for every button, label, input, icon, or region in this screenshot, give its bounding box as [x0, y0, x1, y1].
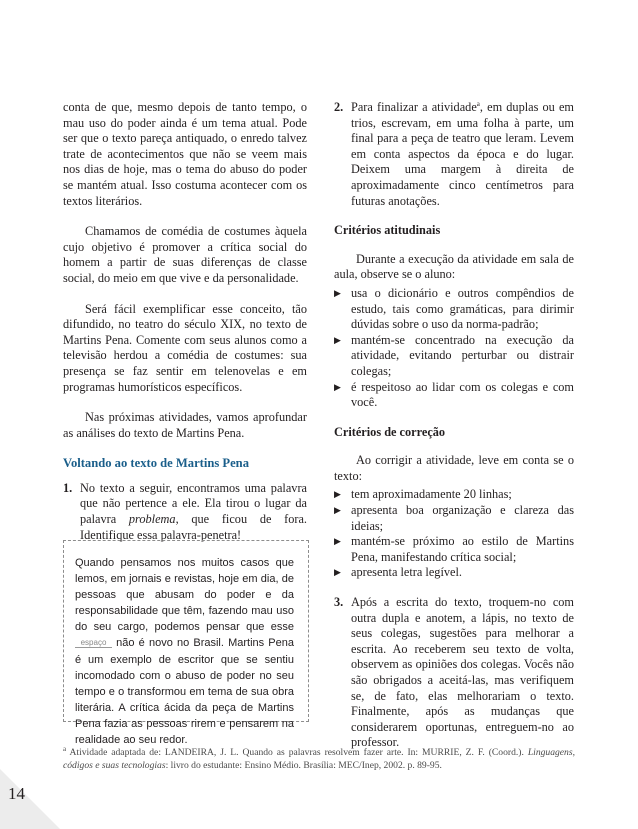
item-number: 2.	[334, 100, 344, 114]
list-item: ▶ mantém-se próximo ao estilo de Martins Pena, manifestando crítica social;	[334, 534, 574, 564]
item-text: No texto a seguir, encontramos uma palavra que não pertence a ele. Ela tirou o lugar da palavra problema, que ficou de fora. Identifique essa palavra-penetra!	[80, 480, 308, 542]
right-column	[334, 100, 574, 751]
activity-item-1	[63, 481, 307, 543]
attitudinal-criteria-title: Critérios atitudinais	[334, 223, 441, 238]
triangle-bullet-icon: ▶	[334, 536, 341, 547]
footnote-ref: a	[476, 99, 480, 108]
paragraph-3: Será fácil exemplificar esse conceito, tão difundido, no teatro do século XIX, no texto de Martins Pena. Comente com seus alunos como a televisão herdou a comédia de costumes: sua presença se faz sentir em telenovelas e em programas humorísticos específicos.	[63, 301, 307, 394]
text-excerpt-box: Quando pensamos nos muitos casos que lemos, em jornais e revistas, hoje em dia, de pessoas que abusam do poder e da responsabilidade que têm, fazendo mau uso do seu cargo, podemos pensar que esse espaço não é novo no Brasil. Martins Pena é um exemplo de escritor que se sentiu incomodado com o abuso de poder no seu tempo e o transformou em tema de sua obra literária. A crítica ácida da peça de Martins Pena fazia as pessoas rirem e pensarem na realidade ao seu redor.	[63, 540, 309, 722]
footnote: $^a$ Atividade adaptada de: LANDEIRA, J. L. Quando as palavras resolvem fazer arte. In: MURRIE, Z. F. (Coord.). Linguagens, códigos e suas tecnologias: livro do estudante: Ensino Médio. Brasília: MEC/Inep, 2002. p. 89-95.	[63, 744, 575, 771]
left-column	[63, 100, 307, 543]
triangle-bullet-icon: ▶	[334, 489, 341, 500]
triangle-bullet-icon: ▶	[334, 334, 341, 345]
footnote-marker: a	[63, 744, 67, 753]
list-item: ▶ tem aproximadamente 20 linhas;	[334, 487, 512, 502]
list-item: ▶ mantém-se concentrado na execução da atividade, evitando perturbar ou distrair colegas;	[334, 332, 574, 378]
paragraph-1: conta de que, mesmo depois de tanto tempo, o mau uso do poder ainda é um tema atual. Pode ser que o texto pareça antiquado, o enredo talvez trate de acontecimentos que não se veem mais nos dias de hoje, mas o tema do abuso do poder se mantém atual. Isso costuma acontecer com os textos literários.	[63, 100, 307, 208]
activity-item-3	[334, 595, 574, 751]
triangle-bullet-icon: ▶	[334, 287, 341, 298]
correction-intro: Ao corrigir a atividade, leve em conta se o texto:	[334, 453, 574, 483]
triangle-bullet-icon: ▶	[334, 381, 341, 392]
item-number: 3.	[334, 595, 344, 610]
emphasis-word: problema	[128, 512, 176, 527]
blank-space: espaço	[75, 638, 112, 648]
item-text: Para finalizar a atividade$^a$, em duplas ou em trios, escrevam, em uma folha à parte, um final para a peça de teatro que leram. Levem em conta aspectos da época e do lugar. Deixem uma margem à direita de aproximadamente cinco centímetros para futuras anotações.	[351, 99, 574, 208]
attitudinal-list	[334, 286, 574, 411]
list-item: ▶ apresenta boa organização e clareza das ideias;	[334, 503, 574, 533]
correction-list	[334, 487, 574, 581]
attitudinal-intro: Durante a execução da atividade em sala de aula, observe se o aluno:	[334, 251, 574, 282]
item-text: Após a escrita do texto, troquem-no com outra dupla e anotem, a lápis, no texto de seus colegas, sugestões para melhorar a escrita. Ao receberem seu texto de volta, observem as opiniões dos colegas. Vocês não são obrigados a aceitá-las, mas verifiquem se, de fato, elas melhorariam o texto. Finalmente, após as mudanças que considerarem oportunas, entreguem-no ao professor.	[351, 595, 574, 750]
item-number: 1.	[63, 480, 73, 495]
paragraph-4: Nas próximas atividades, vamos aprofundar as análises do texto de Martins Pena.	[63, 410, 307, 440]
section-title: Voltando ao texto de Martins Pena	[63, 456, 249, 471]
activity-item-2	[334, 100, 574, 209]
triangle-bullet-icon: ▶	[334, 505, 341, 516]
page-number: 14	[8, 784, 25, 803]
correction-criteria-title: Critérios de correção	[334, 424, 446, 439]
list-item: ▶ usa o dicionário e outros compêndios de estudo, tais como gramáticas, para dirimir dúvidas sobre o uso da norma-padrão;	[334, 285, 574, 332]
list-item: ▶ apresenta letra legível.	[334, 565, 462, 580]
paragraph-2: Chamamos de comédia de costumes àquela cujo objetivo é promover a crítica social do homem a partir de suas diferenças de classe social, do meio em que vive e da personalidade.	[63, 224, 307, 285]
triangle-bullet-icon: ▶	[334, 567, 341, 578]
list-item: ▶ é respeitoso ao lidar com os colegas e com você.	[334, 379, 574, 410]
